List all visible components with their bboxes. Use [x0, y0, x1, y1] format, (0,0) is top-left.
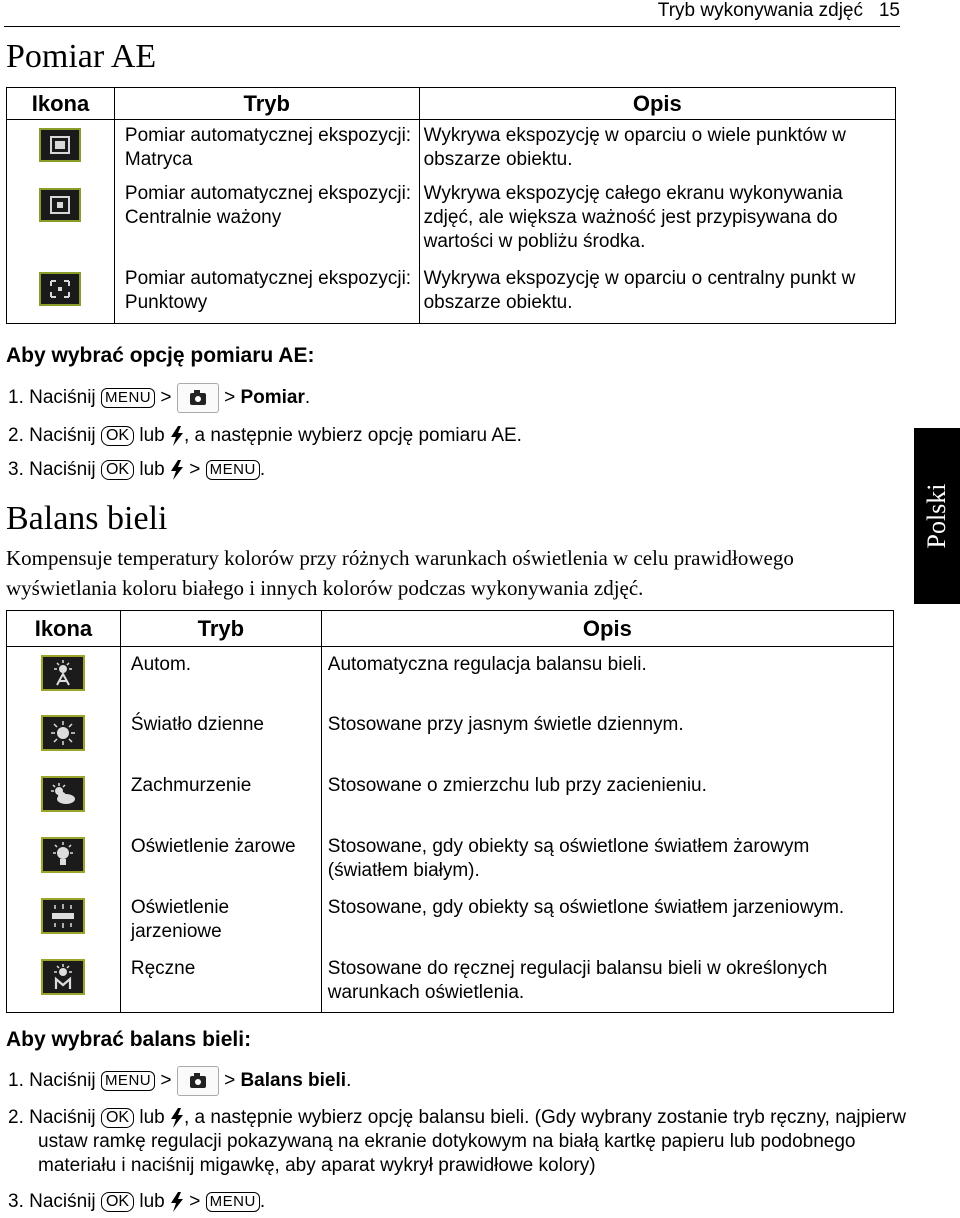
- table-row: [7, 120, 896, 178]
- table-row: [7, 263, 896, 324]
- col-header-desc: Opis: [321, 611, 893, 647]
- fluorescent-icon: [41, 898, 85, 934]
- desc-cell: Stosowane przy jasnym świetle dziennym.: [321, 707, 893, 768]
- ok-key-icon: OK: [101, 460, 134, 480]
- step-2-metering: 2. Naciśnij OK lub , a następnie wybierz opcję pomiaru AE.: [8, 425, 522, 446]
- page-number: 15: [878, 0, 900, 21]
- camera-icon: [177, 1066, 219, 1096]
- desc-cell: Wykrywa ekspozycję całego ekranu wykonywania zdjęć, ale większa ważność jest przypisywana do wartości w pobliżu środka.: [419, 178, 895, 263]
- menu-key-icon: MENU: [101, 388, 155, 408]
- flash-icon: [170, 426, 184, 446]
- menu-key-icon: MENU: [101, 1071, 155, 1091]
- metering-table: [6, 87, 896, 324]
- mode-cell: Pomiar automatycznej ekspozycji: Matryca: [114, 120, 419, 178]
- table-row: [7, 951, 894, 1013]
- cloudy-icon: [41, 776, 85, 812]
- flash-icon: [170, 1108, 184, 1128]
- desc-cell: Stosowane do ręcznej regulacji balansu bieli w określonych warunkach oświetlenia.: [321, 951, 893, 1013]
- running-title: Tryb wykonywania zdjęć: [657, 0, 864, 21]
- desc-cell: Stosowane, gdy obiekty są oświetlone światłem żarowym (światłem białym).: [321, 829, 893, 890]
- ok-key-icon: OK: [101, 1108, 134, 1128]
- mode-cell: Światło dzienne: [120, 707, 321, 768]
- manual-white-balance-icon: [41, 959, 85, 995]
- ok-key-icon: OK: [101, 426, 134, 446]
- desc-cell: Wykrywa ekspozycję w oparciu o centralny punkt w obszarze obiektu.: [419, 263, 895, 324]
- howto-title-metering: Aby wybrać opcję pomiaru AE:: [6, 344, 315, 367]
- step-1-white-balance: 1. Naciśnij MENU > > Balans bieli.: [8, 1066, 351, 1096]
- step-3-white-balance: 3. Naciśnij OK lub > MENU .: [8, 1191, 266, 1212]
- col-header-desc: Opis: [419, 88, 895, 120]
- col-header-mode: Tryb: [120, 611, 321, 647]
- center-weighted-metering-icon: [39, 188, 81, 222]
- daylight-icon: [41, 715, 85, 751]
- mode-cell: Oświetlenie jarzeniowe: [120, 890, 321, 951]
- language-tab: [914, 428, 960, 604]
- desc-cell: Stosowane o zmierzchu lub przy zacienieniu.: [321, 768, 893, 829]
- flash-icon: [170, 460, 184, 480]
- col-header-mode: Tryb: [114, 88, 419, 120]
- header-rule: [4, 26, 900, 27]
- menu-key-icon: MENU: [206, 460, 260, 480]
- table-row: [7, 890, 894, 951]
- white-balance-intro: Kompensuje temperatury kolorów przy różnych warunkach oświetlenia w celu prawidłowego wyświetlania koloru białego i innych kolorów podczas wykonywania zdjęć.: [6, 546, 794, 600]
- table-row: [7, 768, 894, 829]
- desc-cell: Stosowane, gdy obiekty są oświetlone światłem jarzeniowym.: [321, 890, 893, 951]
- mode-cell: Zachmurzenie: [120, 768, 321, 829]
- desc-cell: Wykrywa ekspozycję w oparciu o wiele punktów w obszarze obiektu.: [419, 120, 895, 178]
- mode-cell: Ręczne: [120, 951, 321, 1013]
- step-1-metering: 1. Naciśnij MENU > > Pomiar.: [8, 383, 310, 413]
- running-header: [658, 0, 900, 22]
- white-balance-table: [6, 610, 894, 1013]
- ok-key-icon: OK: [101, 1192, 134, 1212]
- menu-key-icon: MENU: [206, 1192, 260, 1212]
- mode-cell: Autom.: [120, 647, 321, 707]
- section-title-balans-bieli: Balans bieli: [6, 500, 168, 537]
- mode-cell: Pomiar automatycznej ekspozycji: Centralnie ważony: [114, 178, 419, 263]
- tungsten-icon: [41, 837, 85, 873]
- camera-icon: [177, 383, 219, 413]
- section-title-pomiar-ae: Pomiar AE: [6, 38, 157, 75]
- spot-metering-icon: [39, 272, 81, 306]
- table-row: [7, 829, 894, 890]
- table-row: [7, 647, 894, 707]
- howto-title-white-balance: Aby wybrać balans bieli:: [6, 1028, 252, 1051]
- mode-cell: Oświetlenie żarowe: [120, 829, 321, 890]
- flash-icon: [170, 1192, 184, 1212]
- table-row: [7, 178, 896, 263]
- auto-white-balance-icon: [41, 655, 85, 691]
- step-2-white-balance: 2. Naciśnij OK lub , a następnie wybierz opcję balansu bieli. (Gdy wybrany zostanie tryb ręczny, najpierw ustaw ramkę regulacji pokazywaną na ekranie dotykowym na białą kartkę papieru lub podobnego materiału i naciśnij migawkę, aby aparat wykrył prawidłowe kolory): [8, 1107, 906, 1176]
- step-3-metering: 3. Naciśnij OK lub > MENU .: [8, 459, 266, 480]
- mode-cell: Pomiar automatycznej ekspozycji: Punktowy: [114, 263, 419, 324]
- matrix-metering-icon: [39, 128, 81, 162]
- language-tab-label: Polski: [922, 483, 951, 549]
- col-header-icon: Ikona: [7, 611, 121, 647]
- table-row: [7, 707, 894, 768]
- desc-cell: Automatyczna regulacja balansu bieli.: [321, 647, 893, 707]
- col-header-icon: Ikona: [7, 88, 115, 120]
